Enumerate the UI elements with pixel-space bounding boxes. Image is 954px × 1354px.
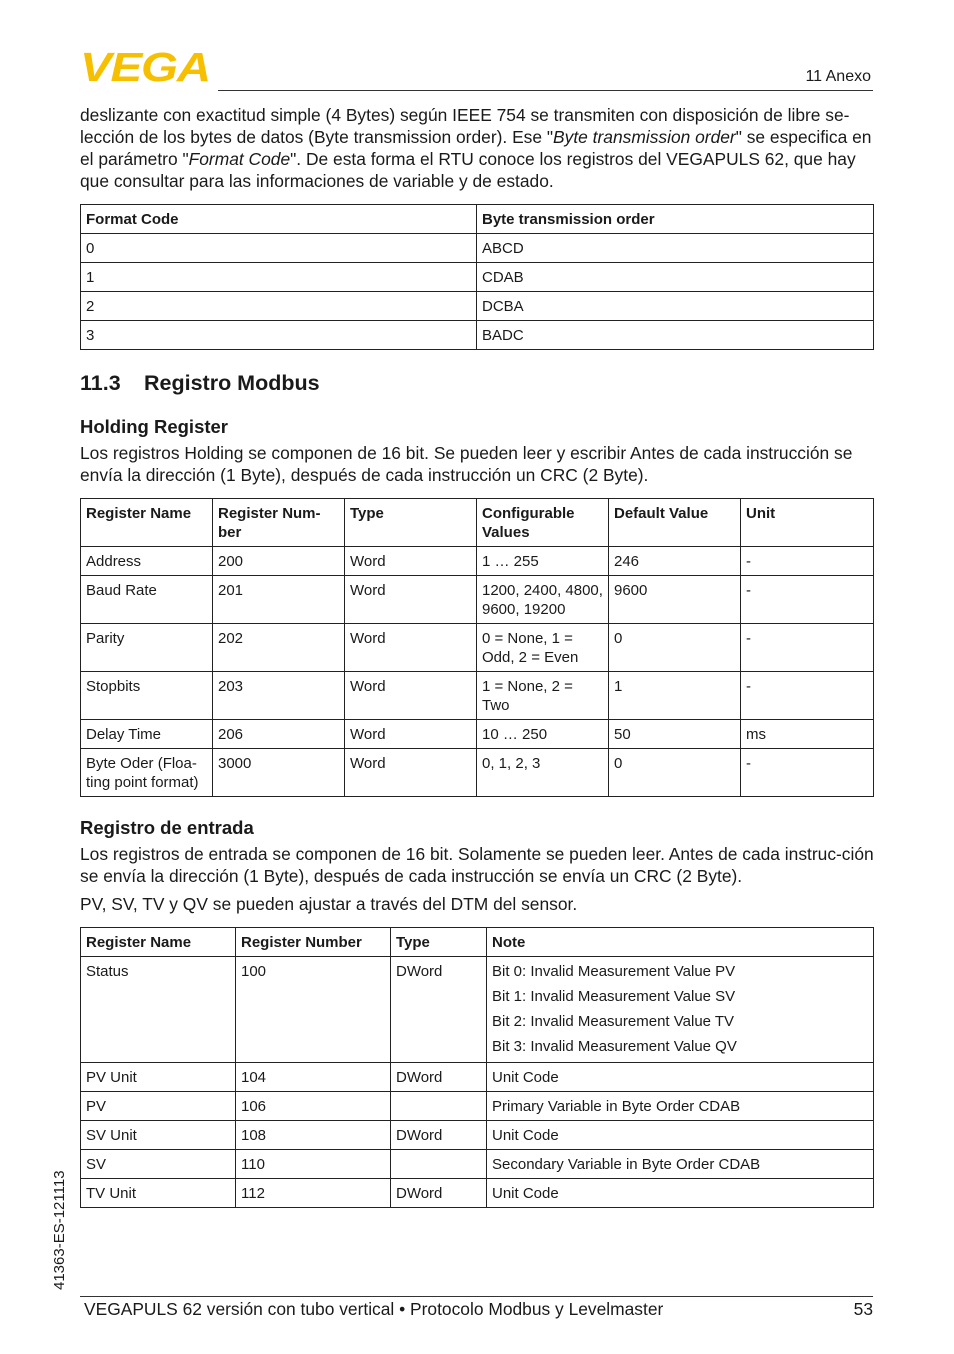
table-row [81, 1179, 874, 1208]
header-rule [218, 90, 873, 91]
table-cell: Parity [81, 624, 213, 672]
table-cell: 108 [236, 1121, 391, 1150]
table-cell: - [741, 547, 874, 576]
chapter-label: 11 Anexo [805, 68, 871, 85]
table-cell: Status [81, 957, 236, 1063]
table-cell: 0 [609, 624, 741, 672]
vega-logo [80, 50, 212, 84]
holding-register-paragraph: Los registros Holding se componen de 16 bit. Se pueden leer y escribir Antes de cada instrucción se envía la dirección (1 Byte), después de cada instrucción un CRC (2 Byte). [80, 443, 853, 485]
table-row [81, 292, 874, 321]
table-cell: Primary Variable in Byte Order CDAB [487, 1092, 874, 1121]
table-cell: Stopbits [81, 672, 213, 720]
column-header: Unit [741, 499, 874, 547]
format-code-table [80, 204, 874, 350]
table-cell: DWord [391, 957, 487, 1063]
status-bit-note: Bit 0: Invalid Measurement Value PV [492, 963, 736, 980]
holding-register-table [80, 498, 874, 797]
section-heading [80, 370, 874, 396]
status-bit-note: Bit 3: Invalid Measurement Value QV [492, 1038, 737, 1055]
table-cell: 3 [81, 321, 477, 350]
intro-emphasis-1: Byte transmission order [553, 127, 736, 147]
table-cell: 100 [236, 957, 391, 1063]
table-cell: 3000 [213, 749, 345, 797]
intro-emphasis-2: Format Code [188, 149, 291, 169]
table-cell: 110 [236, 1150, 391, 1179]
table-cell: - [741, 672, 874, 720]
input-register-note: PV, SV, TV y QV se pueden ajustar a través del DTM del sensor. [80, 894, 578, 914]
table-cell: 1200, 2400, 4800, 9600, 19200 [477, 576, 609, 624]
column-header: Configurable Values [477, 499, 609, 547]
table-cell: Word [345, 749, 477, 797]
intro-text-3: ". De esta forma el RTU conoce los registros del VEGAPULS 62, que hay que consultar para las informaciones de variable y de estado. [80, 149, 856, 191]
table-cell [391, 1150, 487, 1179]
table-cell: 1 [81, 263, 477, 292]
column-header: Default Value [609, 499, 741, 547]
table-cell: Unit Code [487, 1179, 874, 1208]
table-cell: Address [81, 547, 213, 576]
table-cell: Word [345, 672, 477, 720]
vega-logo-text: VEGA [80, 50, 210, 84]
table-cell: 203 [213, 672, 345, 720]
footer-title: VEGAPULS 62 versión con tubo vertical • Protocolo Modbus y Levelmaster [84, 1299, 664, 1319]
table-cell: PV [81, 1092, 236, 1121]
table-cell [487, 957, 874, 1063]
table-cell: 0 [81, 234, 477, 263]
table-cell: Word [345, 547, 477, 576]
table-cell: Word [345, 576, 477, 624]
table-cell [391, 1092, 487, 1121]
table-header-row [81, 499, 874, 547]
column-header: Register Number [236, 928, 391, 957]
intro-paragraph [80, 104, 874, 192]
column-header: Type [345, 499, 477, 547]
table-cell: Byte Oder (Floa-ting point format) [81, 749, 213, 797]
column-header: Type [391, 928, 487, 957]
table-header-row [81, 928, 874, 957]
table-cell: 1 [609, 672, 741, 720]
table-cell: Secondary Variable in Byte Order CDAB [487, 1150, 874, 1179]
table-cell: 112 [236, 1179, 391, 1208]
input-register-heading: Registro de entrada [80, 817, 254, 838]
table-cell: 104 [236, 1063, 391, 1092]
table-row [81, 263, 874, 292]
table-row [81, 321, 874, 350]
intro-text-1: deslizante con exactitud simple (4 Bytes) según IEEE 754 se transmiten con disposición de libre se-lección de los bytes de datos (Byte transmission order). Ese " [80, 105, 850, 147]
table-cell: 106 [236, 1092, 391, 1121]
table-row [81, 234, 874, 263]
column-header: Register Num-ber [213, 499, 345, 547]
column-header: Byte transmission order [477, 205, 874, 234]
table-cell: 1 … 255 [477, 547, 609, 576]
holding-register-heading: Holding Register [80, 416, 229, 437]
column-header: Note [487, 928, 874, 957]
status-bit-note: Bit 2: Invalid Measurement Value TV [492, 1013, 735, 1030]
footer-rule [80, 1296, 873, 1297]
table-row [81, 547, 874, 576]
table-cell: CDAB [477, 263, 874, 292]
column-header: Register Name [81, 499, 213, 547]
table-header-row [81, 205, 874, 234]
column-header: Register Name [81, 928, 236, 957]
table-cell: PV Unit [81, 1063, 236, 1092]
status-bit-note: Bit 1: Invalid Measurement Value SV [492, 988, 736, 1005]
table-cell: - [741, 624, 874, 672]
table-cell: 1 = None, 2 = Two [477, 672, 609, 720]
page-number: 53 [853, 1299, 873, 1319]
table-cell: Unit Code [487, 1063, 874, 1092]
page-content [80, 104, 874, 1208]
table-row [81, 1092, 874, 1121]
input-register-paragraph: Los registros de entrada se componen de 16 bit. Solamente se pueden leer. Antes de cada instruc-ción se envía la dirección (1 Byte), después de cada instrucción se envía un CRC (2 Byte). [80, 844, 874, 886]
table-cell: Baud Rate [81, 576, 213, 624]
table-row [81, 1150, 874, 1179]
table-row [81, 576, 874, 624]
table-cell: DCBA [477, 292, 874, 321]
table-cell: Word [345, 720, 477, 749]
table-cell: 10 … 250 [477, 720, 609, 749]
section-number: 11.3 [80, 371, 121, 395]
table-cell: BADC [477, 321, 874, 350]
table-cell: 206 [213, 720, 345, 749]
table-cell: - [741, 576, 874, 624]
table-row [81, 749, 874, 797]
table-row [81, 624, 874, 672]
table-cell: SV Unit [81, 1121, 236, 1150]
table-cell: 2 [81, 292, 477, 321]
table-row [81, 1121, 874, 1150]
table-cell: ABCD [477, 234, 874, 263]
table-row [81, 672, 874, 720]
table-row [81, 720, 874, 749]
table-cell: Unit Code [487, 1121, 874, 1150]
input-register-table [80, 927, 874, 1208]
table-cell: 0 = None, 1 = Odd, 2 = Even [477, 624, 609, 672]
table-cell: Word [345, 624, 477, 672]
section-title: Registro Modbus [144, 371, 320, 395]
table-cell: 0 [609, 749, 741, 797]
table-cell: Delay Time [81, 720, 213, 749]
table-cell: DWord [391, 1063, 487, 1092]
table-row [81, 957, 874, 1063]
intro-text-2: " se especifica en el parámetro " [80, 127, 872, 169]
table-cell: 246 [609, 547, 741, 576]
table-cell: - [741, 749, 874, 797]
table-cell: 9600 [609, 576, 741, 624]
table-cell: 201 [213, 576, 345, 624]
table-cell: 0, 1, 2, 3 [477, 749, 609, 797]
table-cell: ms [741, 720, 874, 749]
document-code: 41363-ES-121113 [51, 1170, 68, 1290]
table-cell: SV [81, 1150, 236, 1179]
column-header: Format Code [81, 205, 477, 234]
table-cell: 200 [213, 547, 345, 576]
table-cell: DWord [391, 1121, 487, 1150]
table-cell: 50 [609, 720, 741, 749]
table-cell: DWord [391, 1179, 487, 1208]
table-cell: 202 [213, 624, 345, 672]
table-cell: TV Unit [81, 1179, 236, 1208]
table-row [81, 1063, 874, 1092]
